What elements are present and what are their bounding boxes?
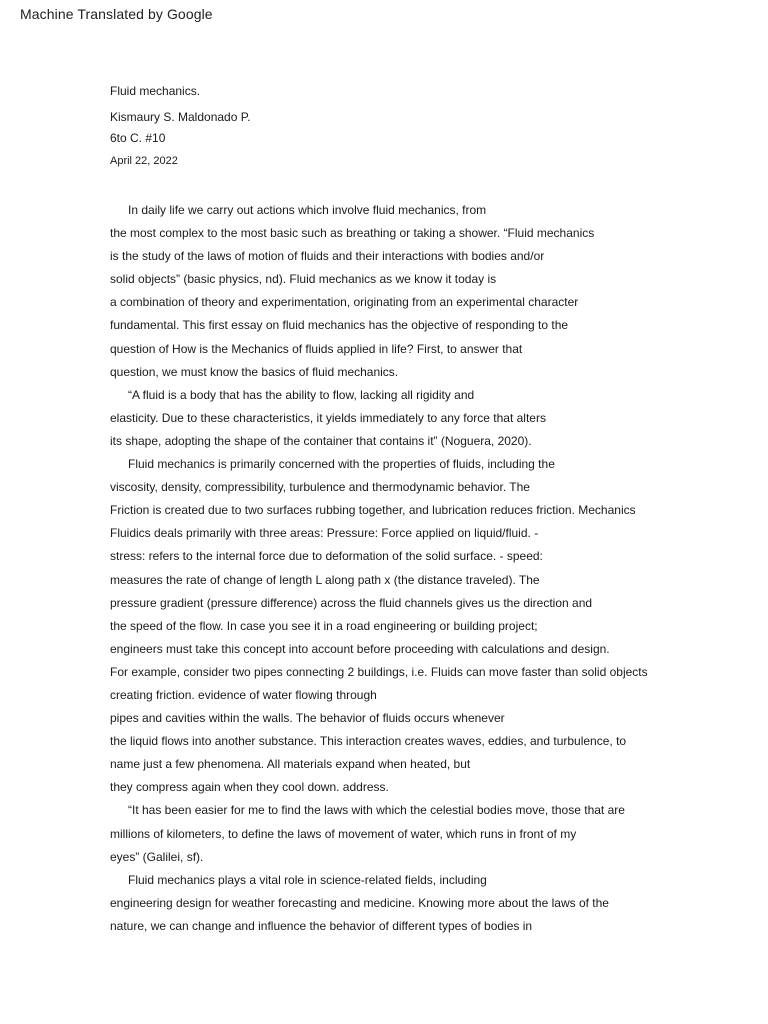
body-text-line: solid objects” (basic physics, nd). Fluid mechanics as we know it today is — [110, 272, 497, 287]
body-text-line: measures the rate of change of length L along path x (the distance traveled). The — [110, 572, 540, 587]
body-text-line: name just a few phenomena. All materials expand when heated, but — [110, 757, 471, 772]
body-text-line: elasticity. Due to these characteristics, it yields immediately to any force that alters — [110, 410, 546, 425]
document-author: Kismaury S. Maldonado P. — [110, 110, 251, 124]
body-text-line: Fluid mechanics is primarily concerned with the properties of fluids, including the — [128, 457, 555, 472]
body-text-line: pressure gradient (pressure difference) across the fluid channels gives us the direction and — [110, 595, 593, 610]
document-body — [110, 202, 648, 941]
body-text-line: the liquid flows into another substance. This interaction creates waves, eddies, and turbulence, to — [110, 734, 627, 749]
body-text-line: Fluidics deals primarily with three areas: Pressure: Force applied on liquid/fluid. - — [110, 526, 539, 541]
body-text-line: the speed of the flow. In case you see it in a road engineering or building project; — [110, 618, 538, 633]
body-text-line: they compress again when they cool down. address. — [110, 780, 389, 795]
machine-translation-banner: Machine Translated by Google — [20, 6, 213, 22]
body-text-line: “It has been easier for me to find the laws with which the celestial bodies move, those that are — [128, 803, 625, 818]
document-course: 6to C. #10 — [110, 131, 166, 145]
body-text-line: creating friction. evidence of water flowing through — [110, 687, 377, 702]
body-text-line: a combination of theory and experimentation, originating from an experimental character — [110, 295, 579, 310]
body-text-line: viscosity, density, compressibility, turbulence and thermodynamic behavior. The — [110, 480, 530, 495]
body-text-line: In daily life we carry out actions which involve fluid mechanics, from — [128, 203, 487, 217]
body-text-line: For example, consider two pipes connecting 2 buildings, i.e. Fluids can move faster than solid objects — [110, 664, 648, 679]
body-text-line: question, we must know the basics of fluid mechanics. — [110, 364, 399, 379]
body-text-line: engineering design for weather forecasting and medicine. Knowing more about the laws of the — [110, 895, 609, 910]
body-text-line: stress: refers to the internal force due to deformation of the solid surface. - speed: — [110, 549, 543, 564]
body-text-line: question of How is the Mechanics of fluids applied in life? First, to answer that — [110, 341, 523, 356]
body-text-line: nature, we can change and influence the behavior of different types of bodies in — [110, 918, 533, 933]
body-text-line: Fluid mechanics plays a vital role in science-related fields, including — [128, 872, 487, 887]
body-text-line: “A fluid is a body that has the ability to flow, lacking all rigidity and — [128, 387, 475, 402]
body-text-line: eyes” (Galilei, sf). — [110, 849, 204, 864]
document-title: Fluid mechanics. — [110, 84, 201, 98]
body-text-line: fundamental. This first essay on fluid mechanics has the objective of responding to the — [110, 318, 569, 333]
document-date: April 22, 2022 — [110, 155, 178, 167]
body-text-line: is the study of the laws of motion of fluids and their interactions with bodies and/or — [110, 249, 545, 264]
body-text-line: pipes and cavities within the walls. The behavior of fluids occurs whenever — [110, 711, 505, 726]
body-text-line: the most complex to the most basic such as breathing or taking a shower. “Fluid mechanics — [110, 226, 595, 241]
body-text-line: its shape, adopting the shape of the container that contains it” (Noguera, 2020). — [110, 433, 532, 448]
body-text-line: engineers must take this concept into account before proceeding with calculations and design. — [110, 641, 610, 656]
body-text-line: Friction is created due to two surfaces rubbing together, and lubrication reduces friction. Mechanics — [110, 503, 636, 518]
body-text-line: millions of kilometers, to define the laws of movement of water, which runs in front of my — [110, 826, 577, 841]
